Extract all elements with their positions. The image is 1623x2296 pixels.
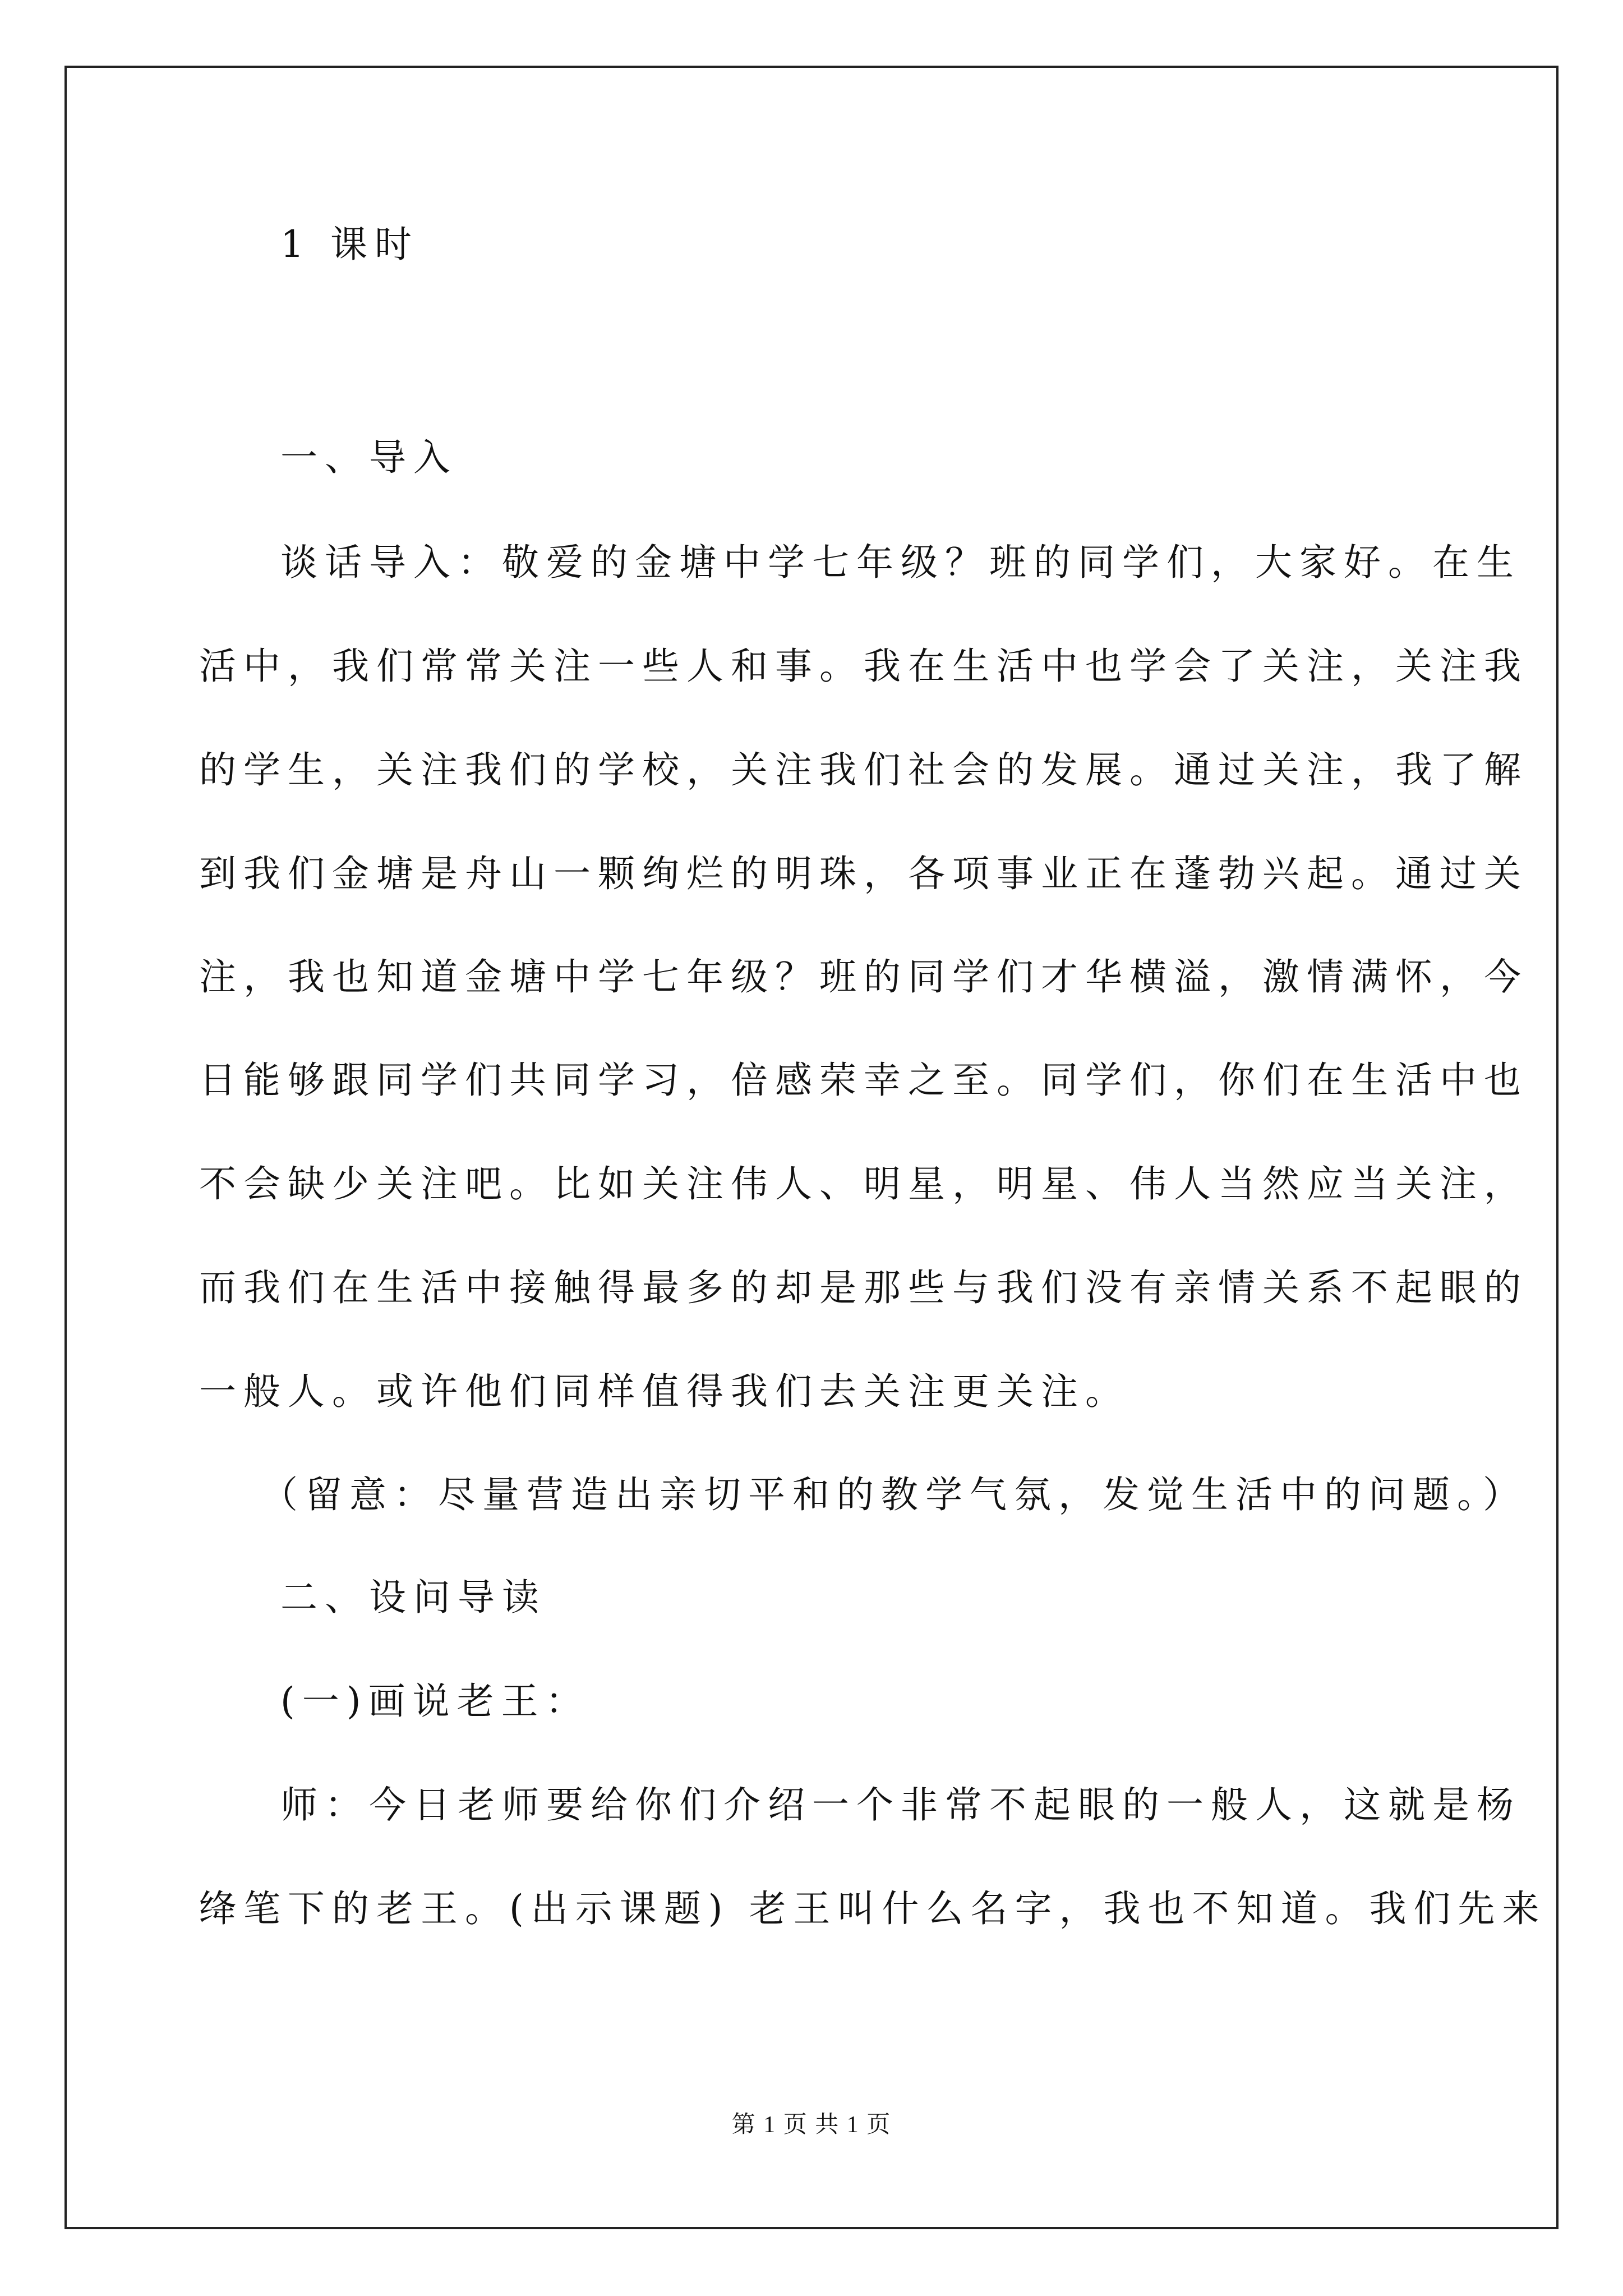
paragraph-line: 谈话导入：敬爱的金塘中学七年级？班的同学们，大家好。在生 [280,541,1521,584]
page-footer: 第 1 页 共 1 页 [731,2112,892,2138]
paragraph-line: 而我们在生活中接触得最多的却是那些与我们没有亲情关系不起眼的 [199,1266,1528,1309]
paragraph-line: 绛笔下的老王。(出示课题) 老王叫什么名字，我也不知道。我们先来 [199,1887,1547,1930]
paragraph-line: 一般人。或许他们同样值得我们去关注更关注。 [199,1370,1129,1413]
paragraph-line: 活中，我们常常关注一些人和事。我在生活中也学会了关注，关注我 [199,645,1528,688]
paragraph-line: 日能够跟同学们共同学习，倍感荣幸之至。同学们，你们在生活中也 [199,1059,1528,1102]
lesson-duration: 1 课时 [280,223,419,266]
subsection-heading: (一)画说老王： [280,1680,590,1723]
paragraph-line: 师：今日老师要给你们介绍一个非常不起眼的一般人，这就是杨 [280,1783,1521,1826]
section-heading-intro: 一、导入 [280,436,458,479]
paragraph-line: 的学生，关注我们的学校，关注我们社会的发展。通过关注，我了解 [199,748,1528,792]
section-heading-questions: 二、设问导读 [280,1576,546,1619]
paragraph-line: 到我们金塘是舟山一颗绚烂的明珠，各项事业正在蓬勃兴起。通过关 [199,852,1528,895]
paragraph-line: 注，我也知道金塘中学七年级？班的同学们才华横溢，激情满怀，今 [199,955,1528,999]
paragraph-line: 不会缺少关注吧。比如关注伟人、明星，明星、伟人当然应当关注， [199,1162,1528,1205]
note-line: （留意：尽量营造出亲切平和的教学气氛，发觉生活中的问题。） [261,1473,1527,1516]
